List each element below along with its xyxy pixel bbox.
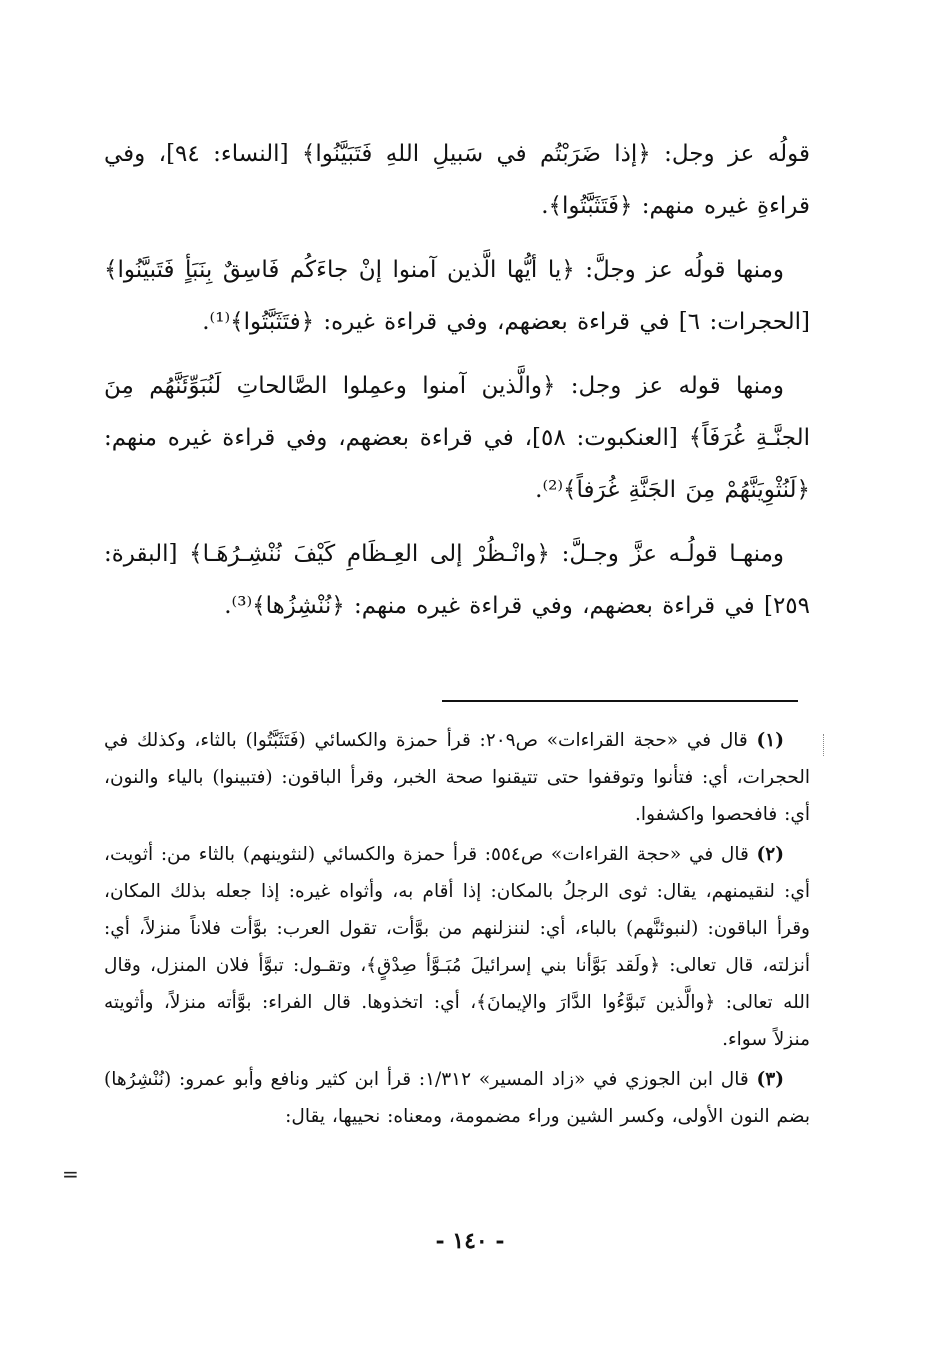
continuation-mark: =: [62, 1162, 79, 1186]
footnote-text: قال ابن الجوزي في «زاد المسير» ١/٣١٢: قرأ ابن كثير ونافع وأبو عمرو: (نُنْشِرُها) بضم النون الأولى، وكسر الشين وراء مضمومة، ومعناه: نحييها، يقال:: [104, 1069, 810, 1127]
footnote-text: قال في «حجة القراءات» ص٥٥٤: قرأ حمزة والكسائي (لنثوينهم) بالثاء من: أثويت، أي: لنقيمنهم، يقال: ثوى الرجلُ بالمكان: إذا أقام به، وأثواه غيره: إذا جعله بذلك المكان، وقرأ الباقون: (لنبوئنَّهم) بالباء، أي: لننزلنهم من بوَّأت، تقول العرب: بوَّأت فلاناً منزلاً، أي: أنزلته، قال تعالى: ﴿ولَقد بَوَّأنا بني إسرائيلَ مُبَـوَّأ صِدْقٍ﴾، وتقـول: تبوَّأ فلان المنزل، وقال الله تعالى: ﴿والَّذين تَبوَّءُوا الدَّارَ والإيمانَ﴾، أي: اتخذوها. قال الفراء: بوَّأته منزلاً، وأثويته منزلاً سواء.: [104, 844, 810, 1050]
paragraph-4: ومنهـا قولُـه عزَّ وجـلَّ: ﴿وانْـظُرْ إلى العِـظَامِ كَيْفَ نُنْشِـرُهَـا﴾ [البقرة: ٢٥٩] في قراءة بعضهم، وفي قراءة غيره منهم: ﴿نُنْشِزُها﴾⁽³⁾.: [104, 541, 810, 619]
footnotes: [104, 722, 810, 1138]
footnote-separator: [442, 700, 798, 702]
margin-mark: [823, 734, 824, 756]
page-number: - ١٤٠ -: [435, 1228, 505, 1254]
paragraph-2: ومنها قولُه عز وجلَّ: ﴿يا أيُّها الَّذين آمنوا إنْ جاءَكُم فَاسِقٌ بِنَبَأٍ فَتَبيَّنُوا﴾ [الحجرات: ٦] في قراءة بعضهم، وفي قراءة غيره: ﴿فتَثَبَّتُوا﴾⁽¹⁾.: [104, 257, 810, 335]
footnote-number: (٣): [756, 1069, 784, 1090]
footnote-3: [104, 1061, 810, 1135]
footnote-1: [104, 722, 810, 833]
paragraph-3: ومنها قوله عز وجل: ﴿والَّذين آمنوا وعمِلوا الصَّالحاتِ لَنُبَوِّئَنَّهُم مِنَ الجنَّـةِ غُرَفَاً﴾ [العنكبوت: ٥٨]، في قراءة بعضهم، وفي قراءة غيره منهم: ﴿لَنُثْوِيَنَّهُمْ مِنَ الجَنَّةِ غُرَفاً﴾⁽²⁾.: [104, 373, 811, 503]
footnote-text: قال في «حجة القراءات» ص٢٠٩: قرأ حمزة والكسائي (فَتَثَبَّتُوا) بالثاء، وكذلك في الحجرات، أي: فتأنوا وتوقفوا حتى تتيقنوا صحة الخبر، وقرأ الباقون: (فتبينوا) بالياء والنون، أي: فافحصوا واكشفوا.: [104, 730, 810, 825]
footnote-2: [104, 836, 810, 1058]
footnote-number: (٢): [756, 844, 784, 865]
main-text: [104, 128, 810, 644]
footnote-number: (١): [756, 730, 784, 751]
paragraph-1: قولُه عز وجل: ﴿إذا ضَرَبْتُم في سَبيلِ اللهِ فَتَبَيَّنُوا﴾ [النساء: ٩٤]، وفي قراءةِ غيره منهم: ﴿فَتَثَبَّتُوا﴾.: [104, 141, 810, 219]
